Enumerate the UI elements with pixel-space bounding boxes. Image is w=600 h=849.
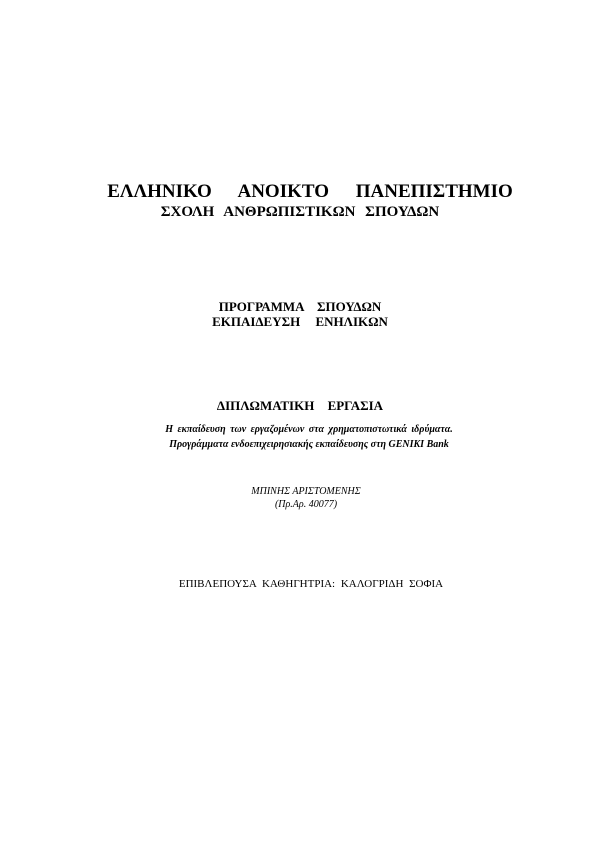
thesis-title-line-1: Η εκπαίδευση των εργαζομένων στα χρηματοπιστωτικά ιδρύματα.	[165, 424, 453, 435]
author-name: ΜΠΙΝΗΣ ΑΡΙΣΤΟΜΕΝΗΣ	[251, 486, 361, 497]
thesis-title-line-2: Προγράμματα ενδοεπιχειρησιακής εκπαίδευσης στη GENIKI Bank	[169, 439, 449, 450]
registration-number: (Πρ.Αρ. 40077)	[274, 499, 338, 510]
supervisor: ΕΠΙΒΛΕΠΟΥΣΑ ΚΑΘΗΓΗΤΡΙΑ: ΚΑΛΟΓΡΙΔΗ ΣΟΦΙΑ	[178, 578, 444, 590]
document-type: ΔΙΠΛΩΜΑΤΙΚΗ ΕΡΓΑΣΙΑ	[216, 398, 384, 413]
school-name: ΣΧΟΛΗ ΑΝΘΡΩΠΙΣΤΙΚΩΝ ΣΠΟΥΔΩΝ	[160, 204, 440, 220]
university-name: ΕΛΛΗΝΙΚΟ ΑΝΟΙΚΤΟ ΠΑΝΕΠΙΣΤΗΜΙΟ	[107, 181, 513, 202]
program-name: ΕΚΠΑΙΔΕΥΣΗ ΕΝΗΛΙΚΩΝ	[212, 314, 388, 329]
program-heading: ΠΡΟΓΡΑΜΜΑ ΣΠΟΥΔΩΝ	[218, 299, 382, 314]
